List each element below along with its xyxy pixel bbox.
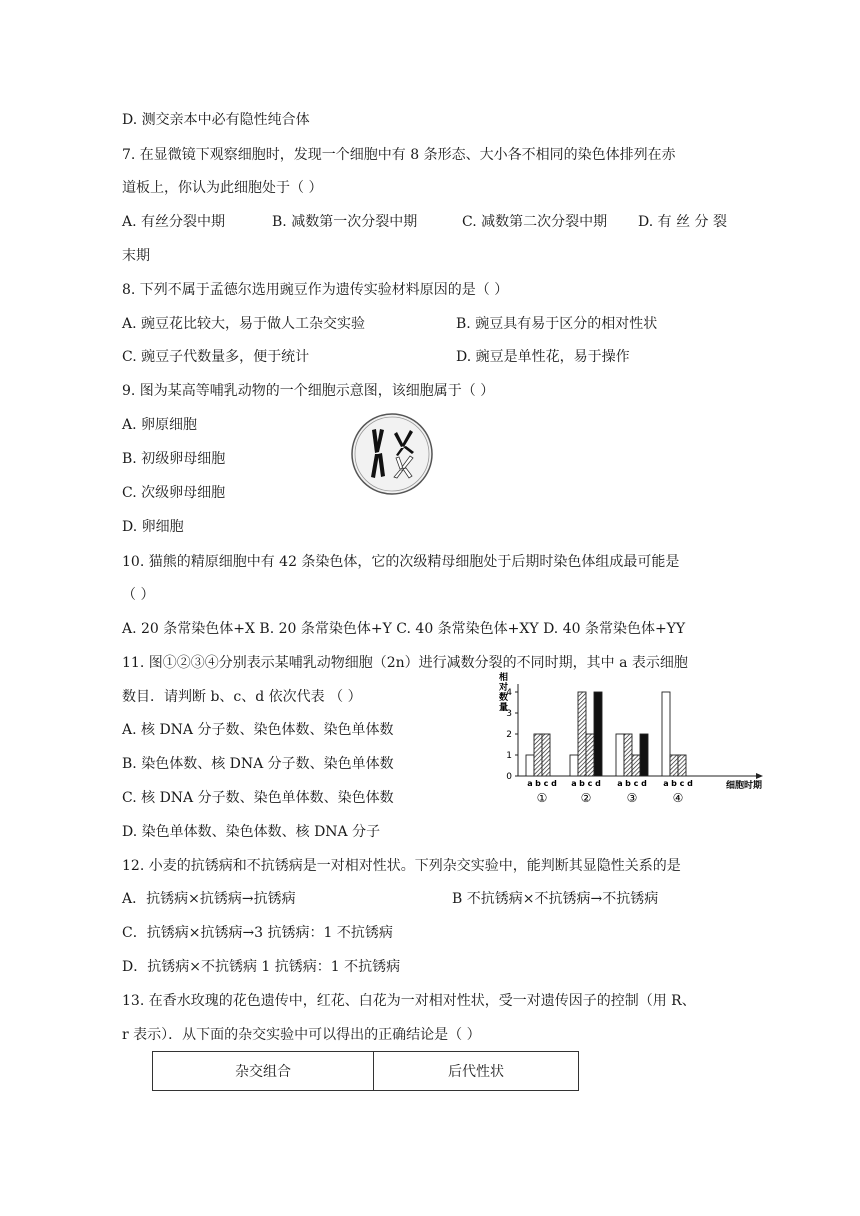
category-label: ① xyxy=(536,791,548,805)
q12-stem: 12. 小麦的抗锈病和不抗锈病是一对相对性状。下列杂交实验中，能判断其显隐性关系的是 xyxy=(122,858,681,874)
bar-c xyxy=(632,755,640,776)
y-axis-label-char: 相 xyxy=(499,673,509,683)
table-row xyxy=(153,1052,579,1091)
bar-b xyxy=(578,692,586,776)
q8-option-a: A. 豌豆花比较大，易于做人工杂交实验 xyxy=(122,316,366,332)
bar-sublabel: d xyxy=(687,779,693,788)
x-axis-arrow xyxy=(756,773,763,779)
q9-option-b: B. 初级卵母细胞 xyxy=(122,451,226,467)
q7-option-c: C. 减数第二次分裂中期 xyxy=(462,214,608,230)
q12-option-a: A．抗锈病×抗锈病→抗锈病 xyxy=(122,891,296,907)
bar-sublabel: d xyxy=(551,779,557,788)
q9-option-d: D. 卵细胞 xyxy=(122,519,184,535)
cell-diagram xyxy=(350,412,434,496)
bar-c xyxy=(586,734,594,776)
q8-stem: 8. 下列不属于孟德尔选用豌豆作为遗传实验材料原因的是（ ） xyxy=(122,282,509,298)
y-tick-label: 3 xyxy=(506,709,512,719)
y-axis-label-char: 对 xyxy=(499,683,509,693)
bar-sublabel: d xyxy=(595,779,601,788)
bar-sublabel: b xyxy=(625,779,631,788)
q13-stem-line2: r 表示）．从下面的杂交实验中可以得出的正确结论是（ ） xyxy=(122,1027,481,1043)
category-label: ④ xyxy=(672,791,684,805)
q9-option-a: A. 卵原细胞 xyxy=(122,417,198,433)
x-axis-label: 细胞时期 xyxy=(726,781,763,791)
bar-sublabel: a xyxy=(663,779,669,788)
y-axis-label-char: 数 xyxy=(499,693,509,703)
q11-option-d: D. 染色单体数、染色体数、核 DNA 分子 xyxy=(122,824,381,840)
bar-sublabel: a xyxy=(527,779,533,788)
bar-sublabel: c xyxy=(633,779,639,788)
y-tick-label: 1 xyxy=(506,751,512,761)
category-label: ② xyxy=(580,791,592,805)
bar-a xyxy=(616,734,624,776)
q12-option-b: B 不抗锈病×不抗锈病→不抗锈病 xyxy=(452,891,659,907)
bar-a xyxy=(662,692,670,776)
y-axis-label-char: 量 xyxy=(499,703,509,713)
bar-b xyxy=(624,734,632,776)
bar-sublabel: b xyxy=(535,779,541,788)
q8-option-c: C. 豌豆子代数量多，便于统计 xyxy=(122,349,310,365)
q7-option-a: A. 有丝分裂中期 xyxy=(122,214,226,230)
q10-stem-line2: （ ） xyxy=(122,587,155,603)
bar-d xyxy=(640,734,648,776)
q11-option-a: A. 核 DNA 分子数、染色体数、染色单体数 xyxy=(122,722,394,738)
table-header-cross: 杂交组合 xyxy=(153,1052,374,1091)
q12-option-d: D．抗锈病×不抗锈病 1 抗锈病：1 不抗锈病 xyxy=(122,959,401,975)
bar-d xyxy=(594,692,602,776)
q11-stem-line1: 11. 图①②③④分别表示某哺乳动物细胞（2n）进行减数分裂的不同时期，其中 a 表示细胞 xyxy=(122,655,688,671)
cross-table xyxy=(152,1051,579,1091)
q10-stem-line1: 10. 猫熊的精原细胞中有 42 条染色体，它的次级精母细胞处于后期时染色体组成最可能是 xyxy=(122,554,680,570)
q11-option-b: B. 染色体数、核 DNA 分子数、染色单体数 xyxy=(122,756,394,772)
y-tick-label: 0 xyxy=(506,772,512,782)
bar-sublabel: b xyxy=(579,779,585,788)
bar-sublabel: a xyxy=(617,779,623,788)
q7-option-b: B. 减数第一次分裂中期 xyxy=(272,214,418,230)
table-header-offspring: 后代性状 xyxy=(374,1052,579,1091)
bar-a xyxy=(526,755,534,776)
q12-option-c: C．抗锈病×抗锈病→3 抗锈病：1 不抗锈病 xyxy=(122,925,393,941)
q9-option-c: C. 次级卵母细胞 xyxy=(122,485,226,501)
bar-chart xyxy=(494,670,784,810)
bar-b xyxy=(534,734,542,776)
q7-option-d: D. 有 丝 分 裂 xyxy=(638,214,727,230)
q11-option-c: C. 核 DNA 分子数、染色单体数、染色体数 xyxy=(122,790,394,806)
y-tick-label: 2 xyxy=(506,730,512,740)
q10-options: A. 20 条常染色体+X B. 20 条常染色体+Y C. 40 条常染色体+XY D. 40 条常染色体+YY xyxy=(122,621,686,637)
bar-c xyxy=(678,755,686,776)
q8-option-b: B. 豌豆具有易于区分的相对性状 xyxy=(456,316,658,332)
q7-stem-line2: 道板上，你认为此细胞处于（ ） xyxy=(122,180,323,196)
bar-sublabel: c xyxy=(587,779,593,788)
q8-option-d: D. 豌豆是单性花，易于操作 xyxy=(456,349,630,365)
y-tick-label: 4 xyxy=(506,688,512,698)
bar-sublabel: d xyxy=(641,779,647,788)
bar-sublabel: a xyxy=(571,779,577,788)
bar-a xyxy=(570,755,578,776)
bar-sublabel: b xyxy=(671,779,677,788)
q9-stem: 9. 图为某高等哺乳动物的一个细胞示意图，该细胞属于（ ） xyxy=(122,383,495,399)
bar-sublabel: c xyxy=(679,779,685,788)
q7-stem-line1: 7. 在显微镜下观察细胞时，发现一个细胞中有 8 条形态、大小各不相同的染色体排列在赤 xyxy=(122,147,676,163)
bar-c xyxy=(542,734,550,776)
bar-sublabel: c xyxy=(543,779,549,788)
q13-stem-line1: 13. 在香水玫瑰的花色遗传中，红花、白花为一对相对性状，受一对遗传因子的控制（用 R、 xyxy=(122,993,696,1009)
q11-stem-line2: 数目．请判断 b、c、d 依次代表 （ ） xyxy=(122,689,362,705)
bar-b xyxy=(670,755,678,776)
q6-option-d: D. 测交亲本中必有隐性纯合体 xyxy=(122,112,310,128)
q7-option-d-cont: 末期 xyxy=(122,248,150,264)
category-label: ③ xyxy=(626,791,638,805)
